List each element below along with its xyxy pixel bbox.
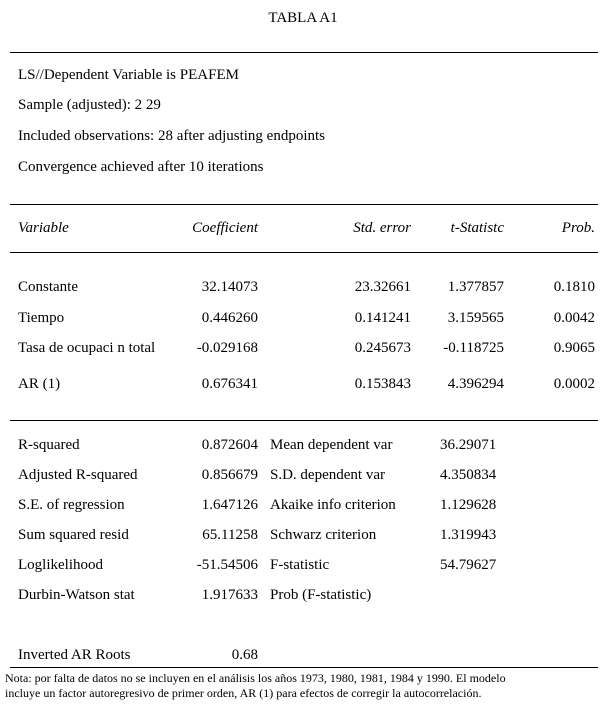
sample-line: Sample (adjusted): 2 29: [18, 97, 161, 113]
row-coefficient: 0.446260: [201, 310, 258, 326]
stat-value: -51.54506: [196, 557, 258, 573]
row-variable: Constante: [18, 279, 78, 295]
row-coefficient: 0.676341: [201, 376, 258, 392]
col-header-t-stat: t-Statistc: [450, 220, 504, 236]
stat-label-2: Schwarz criterion: [270, 527, 377, 543]
convergence-line: Convergence achieved after 10 iterations: [18, 159, 264, 175]
row-prob: 0.0002: [553, 376, 595, 392]
stat-value-2: 54.79627: [440, 557, 497, 573]
stat-label: Loglikelihood: [18, 557, 103, 573]
row-variable: Tiempo: [18, 310, 65, 326]
stat-label: S.E. of regression: [18, 497, 125, 513]
row-coefficient: -0.029168: [196, 340, 258, 356]
rule-bottom: [10, 667, 598, 668]
col-header-variable: Variable: [18, 220, 69, 236]
stat-label-2: Mean dependent var: [270, 437, 393, 453]
row-t-stat: 3.159565: [447, 310, 504, 326]
stat-label: R-squared: [18, 437, 80, 453]
row-coefficient: 32.14073: [201, 279, 258, 295]
row-prob: 0.9065: [553, 340, 595, 356]
stat-value: 1.917633: [201, 587, 258, 603]
stat-label-2: Prob (F-statistic): [270, 587, 372, 603]
row-std-error: 23.32661: [354, 279, 411, 295]
stat-label-2: F-statistic: [270, 557, 330, 573]
note-line-1: Nota: por falta de datos no se incluyen en el análisis los años 1973, 1980, 1981, 1984 y 1990. El modelo: [5, 671, 506, 685]
stat-value-2: 36.29071: [440, 437, 497, 453]
row-std-error: 0.153843: [354, 376, 411, 392]
note-line-2: incluye un factor autoregresivo de primer orden, AR (1) para efectos de corregir la autocorrelación.: [5, 686, 482, 700]
inverted-ar-roots-label: Inverted AR Roots: [18, 647, 131, 663]
stat-value: 65.11258: [202, 527, 258, 543]
row-t-stat: -0.118725: [443, 340, 504, 356]
col-header-std-error: Std. error: [353, 220, 411, 236]
observations-line: Included observations: 28 after adjusting endpoints: [18, 128, 326, 144]
stat-label-2: Akaike info criterion: [270, 497, 396, 513]
stat-value-2: 1.319943: [440, 527, 497, 543]
stat-label: Adjusted R-squared: [18, 467, 138, 483]
stat-label: Durbin-Watson stat: [18, 587, 135, 603]
stat-value: 1.647126: [201, 497, 258, 513]
col-header-coefficient: Coefficient: [192, 220, 258, 236]
stat-value-2: 4.350834: [440, 467, 497, 483]
col-header-prob: Prob.: [561, 220, 595, 236]
row-t-stat: 1.377857: [447, 279, 504, 295]
row-prob: 0.1810: [553, 279, 595, 295]
stat-value: 0.872604: [201, 437, 258, 453]
table-note: [5, 671, 603, 701]
rule-header-top: [10, 204, 598, 205]
rule-header-bottom: [10, 252, 598, 253]
row-std-error: 0.141241: [354, 310, 411, 326]
row-variable: AR (1): [18, 376, 61, 392]
row-std-error: 0.245673: [354, 340, 411, 356]
inverted-ar-roots-value: 0.68: [231, 647, 258, 663]
stat-value: 0.856679: [201, 467, 258, 483]
dependent-variable-line: LS//Dependent Variable is PEAFEM: [18, 67, 239, 83]
rule-top: [10, 52, 598, 53]
row-t-stat: 4.396294: [447, 376, 504, 392]
table-title: TABLA A1: [268, 10, 338, 26]
row-variable: Tasa de ocupaci n total: [18, 340, 156, 356]
stat-label-2: S.D. dependent var: [270, 467, 385, 483]
row-prob: 0.0042: [553, 310, 595, 326]
stat-value-2: 1.129628: [440, 497, 497, 513]
stat-label: Sum squared resid: [18, 527, 129, 543]
rule-stats-top: [10, 420, 598, 421]
